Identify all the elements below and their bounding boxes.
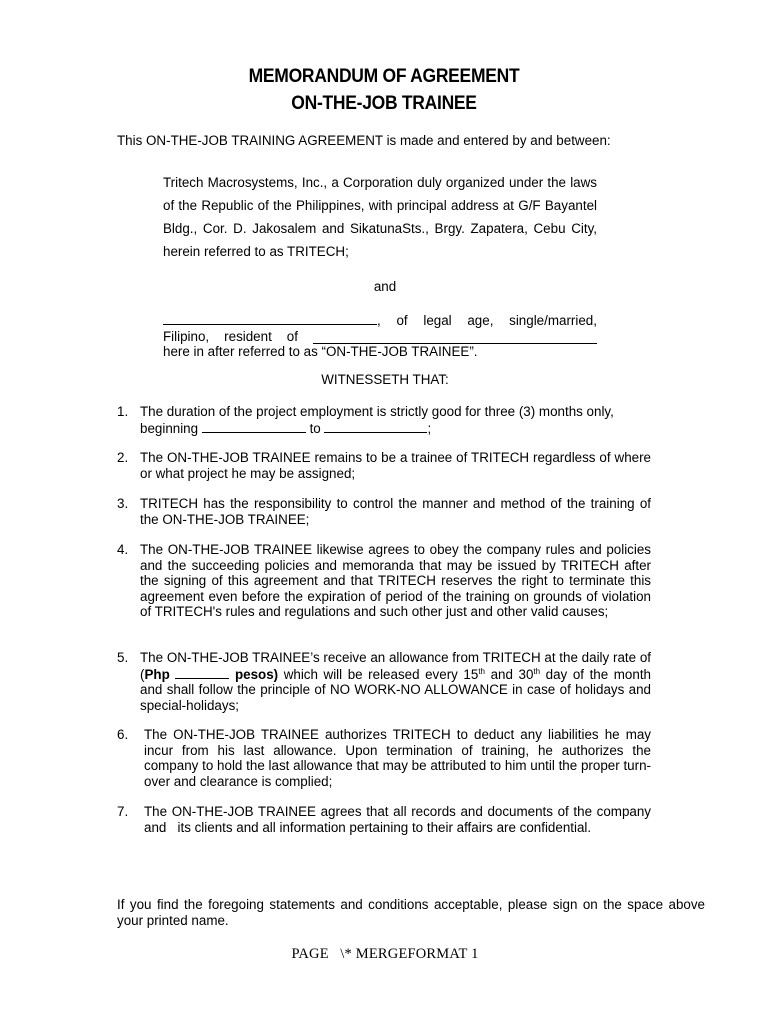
list-item: [117, 404, 651, 436]
item-number: 5.: [117, 650, 129, 665]
item-number: 2.: [117, 450, 129, 465]
item-text-part: and 30: [485, 666, 534, 682]
word: of: [286, 329, 298, 344]
page-footer: PAGE \* MERGEFORMAT 1: [291, 946, 479, 962]
witnesseth-heading: WITNESSETH THAT:: [321, 372, 449, 387]
list-item: [117, 496, 651, 527]
item-number: 3.: [117, 496, 129, 511]
pesos-label: pesos): [234, 666, 279, 682]
word: Filipino,: [163, 329, 210, 344]
ordinal-suffix: th: [478, 666, 485, 676]
trainee-party-paragraph: [163, 311, 597, 359]
list-item: [117, 727, 651, 789]
comma-text: ,: [377, 313, 381, 328]
item-text-part: The ON-THE-JOB TRAINEE’s receive an allowance from TRITECH at the daily rate of (: [140, 650, 651, 682]
document-title-line1: MEMORANDUM OF AGREEMENT: [248, 66, 520, 87]
item-number: 4.: [117, 542, 129, 557]
word: legal: [423, 313, 452, 328]
item-text: The ON-THE-JOB TRAINEE likewise agrees to obey the company rules and policies and the succeeding policies and memoranda that may be issued by TRITECH after the signing of this agreement and that TRITECH reserves the right to terminate this agreement even before the expiration of period of the training on grounds of violation of TRITECH's rules and regulations and such other just and other valid causes;: [140, 542, 651, 619]
and-separator: and: [373, 279, 397, 294]
item-text: TRITECH has the responsibility to control the manner and method of the training of the ON-THE-JOB TRAINEE;: [140, 496, 651, 527]
word: of: [396, 313, 408, 328]
closing-paragraph: If you find the foregoing statements and conditions acceptable, please sign on the space above your printed name.: [117, 897, 705, 928]
item-text-part: The duration of the project employment is strictly good for three (3) months only, beginning: [140, 404, 614, 436]
trainee-name-group: [163, 311, 381, 328]
item-text: The ON-THE-JOB TRAINEE remains to be a trainee of TRITECH regardless of where or what project he may be assigned;: [140, 450, 651, 481]
item-number: 6.: [117, 727, 129, 742]
list-item: [117, 804, 655, 835]
intro-paragraph: This ON-THE-JOB TRAINING AGREEMENT is made and entered by and between:: [117, 133, 611, 148]
item-text: [140, 650, 651, 713]
word: resident: [224, 329, 272, 344]
item-text-part: to: [309, 420, 321, 436]
item-text: The ON-THE-JOB TRAINEE authorizes TRITECH to deduct any liabilities he may incur from his last allowance. Upon termination of training, he authorizes the company to hold the last allowance that may be attributed to him until the proper turn-over and clearance is complied;: [144, 727, 651, 789]
item-text-part: which will be released every 15: [278, 666, 479, 682]
end-date-blank[interactable]: [324, 420, 427, 433]
item-text-part: ;: [427, 420, 432, 436]
item-number: 1.: [117, 404, 129, 419]
item-text-part: day of the month and shall follow the principle of NO WORK-NO ALLOWANCE in case of holidays and special-holidays;: [140, 666, 651, 713]
start-date-blank[interactable]: [202, 420, 306, 433]
trainee-name-blank[interactable]: [163, 311, 377, 325]
allowance-amount-blank[interactable]: [175, 666, 229, 679]
trainee-residence-line: [163, 329, 597, 344]
item-text: The ON-THE-JOB TRAINEE agrees that all records and documents of the company and its clients and all information pertaining to their affairs are confidential.: [144, 804, 655, 835]
document-title-line2: ON-THE-JOB TRAINEE: [291, 93, 477, 114]
trainee-name-line: [163, 311, 597, 328]
list-item: [117, 450, 651, 481]
word: single/married,: [509, 313, 597, 328]
trainee-residence-blank[interactable]: [313, 330, 597, 344]
trainee-reference-text: here in after referred to as “ON-THE-JOB TRAINEE”.: [163, 344, 478, 359]
list-item: [117, 542, 651, 620]
list-item: [117, 650, 651, 713]
ordinal-suffix: th: [533, 666, 541, 676]
party-tritech-paragraph: Tritech Macrosystems, Inc., a Corporation duly organized under the laws of the Republic of the Philippines, with principal address at G/F Bayantel Bldg., Cor. D. Jakosalem and SikatunaSts., Brgy. Zapatera, Cebu City, herein referred to as TRITECH;: [163, 175, 597, 259]
word: age,: [467, 313, 494, 328]
php-label: Php: [144, 666, 170, 682]
item-text: [140, 404, 651, 436]
item-number: 7.: [117, 804, 129, 819]
